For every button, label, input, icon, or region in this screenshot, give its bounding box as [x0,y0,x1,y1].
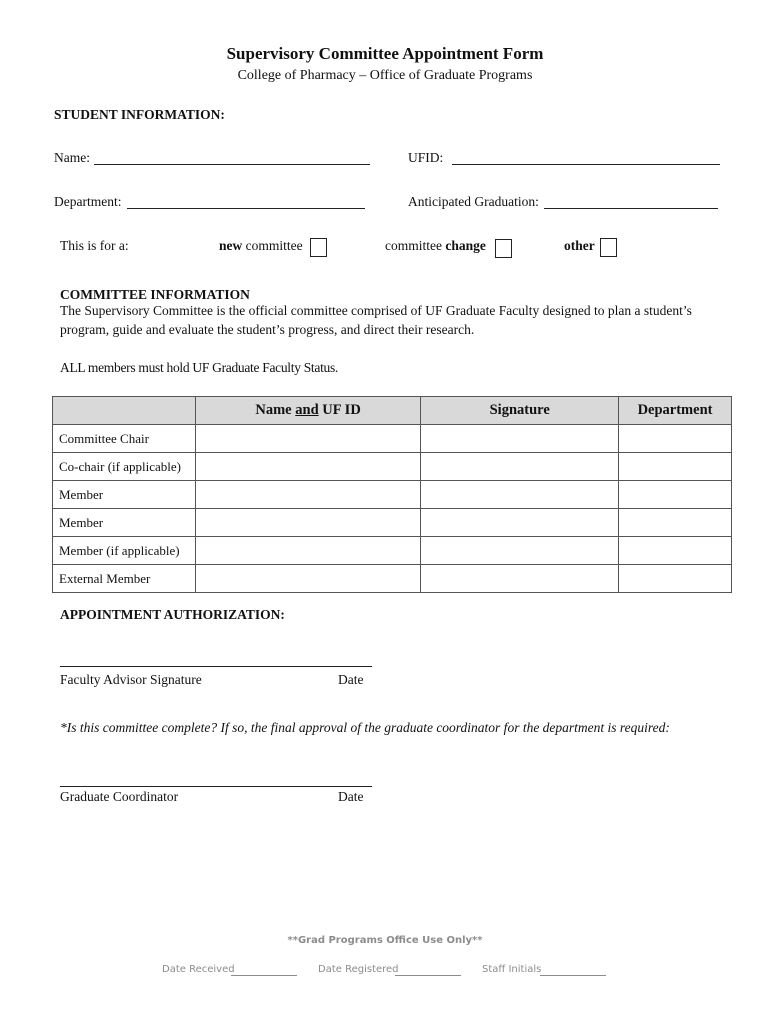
name-label: Name: [54,150,90,165]
for-label: This is for a: [60,238,129,253]
role-co-chair: Co-chair (if applicable) [53,453,196,481]
coordinator-signature-line[interactable] [60,786,372,787]
signature-cell[interactable] [421,481,619,509]
ufid-field[interactable] [452,164,720,165]
graduation-label: Anticipated Graduation: [408,194,539,209]
advisor-date-label: Date [338,672,364,687]
other-checkbox[interactable] [600,238,617,257]
signature-cell[interactable] [421,537,619,565]
header-name-ufid: Name and UF ID [195,397,421,425]
coordinator-label: Graduate Coordinator [60,789,179,804]
committee-table [52,396,732,593]
advisor-signature-label: Faculty Advisor Signature [60,672,202,687]
signature-cell[interactable] [421,425,619,453]
option-new-label [219,238,303,254]
option-change-bold: change [445,238,486,253]
office-use-title: **Grad Programs Office Use Only** [287,935,483,946]
form-title: Supervisory Committee Appointment Form [226,44,544,63]
role-member-optional: Member (if applicable) [53,537,196,565]
table-row [53,425,732,453]
committee-description-line2: program, guide and evaluate the student’s progress, and direct their research. [60,322,475,337]
department-cell[interactable] [619,565,732,593]
committee-change-checkbox[interactable] [495,239,512,258]
signature-cell[interactable] [421,453,619,481]
department-cell[interactable] [619,425,732,453]
coordinator-date-label: Date [338,789,364,804]
table-row [53,565,732,593]
committee-description-line1: The Supervisory Committee is the official committee comprised of UF Graduate Faculty designed to plan a student’s [60,303,692,318]
new-committee-checkbox[interactable] [310,238,327,257]
date-registered-field[interactable] [395,975,461,976]
name-ufid-cell[interactable] [195,453,421,481]
header-signature: Signature [421,397,619,425]
role-member: Member [53,481,196,509]
department-label: Department: [54,194,122,209]
role-external-member: External Member [53,565,196,593]
authorization-heading: APPOINTMENT AUTHORIZATION: [60,607,285,622]
ufid-label: UFID: [408,150,444,165]
table-row [53,537,732,565]
faculty-status-note: ALL members must hold UF Graduate Faculty Status. [60,360,339,375]
name-ufid-cell[interactable] [195,509,421,537]
option-new-bold: new [219,238,243,253]
header-role-cell [53,397,196,425]
department-cell[interactable] [619,453,732,481]
table-row [53,481,732,509]
signature-cell[interactable] [421,565,619,593]
date-received-field[interactable] [231,975,297,976]
table-row [53,509,732,537]
completion-question: *Is this committee complete? If so, the final approval of the graduate coordinator for the department is required: [60,720,670,735]
graduation-field[interactable] [544,208,718,209]
name-ufid-cell[interactable] [195,537,421,565]
staff-initials-label: Staff Initials [482,964,542,975]
advisor-signature-line[interactable] [60,666,372,667]
date-registered-label: Date Registered [318,964,399,975]
option-new-rest: committee [242,238,303,253]
name-ufid-cell[interactable] [195,481,421,509]
form-subtitle: College of Pharmacy – Office of Graduate Programs [237,68,533,83]
option-change-label [385,238,486,254]
student-info-heading: STUDENT INFORMATION: [54,107,225,122]
department-cell[interactable] [619,537,732,565]
signature-cell[interactable] [421,509,619,537]
department-cell[interactable] [619,481,732,509]
name-ufid-cell[interactable] [195,565,421,593]
name-ufid-cell[interactable] [195,425,421,453]
date-received-label: Date Received [162,964,235,975]
department-field[interactable] [127,208,365,209]
option-change-rest: committee [385,238,446,253]
table-row [53,453,732,481]
table-header-row [53,397,732,425]
role-member: Member [53,509,196,537]
option-other-label: other [564,238,595,253]
name-field[interactable] [94,164,370,165]
role-committee-chair: Committee Chair [53,425,196,453]
header-department: Department [619,397,732,425]
department-cell[interactable] [619,509,732,537]
committee-info-heading: COMMITTEE INFORMATION [60,287,250,302]
staff-initials-field[interactable] [540,975,606,976]
